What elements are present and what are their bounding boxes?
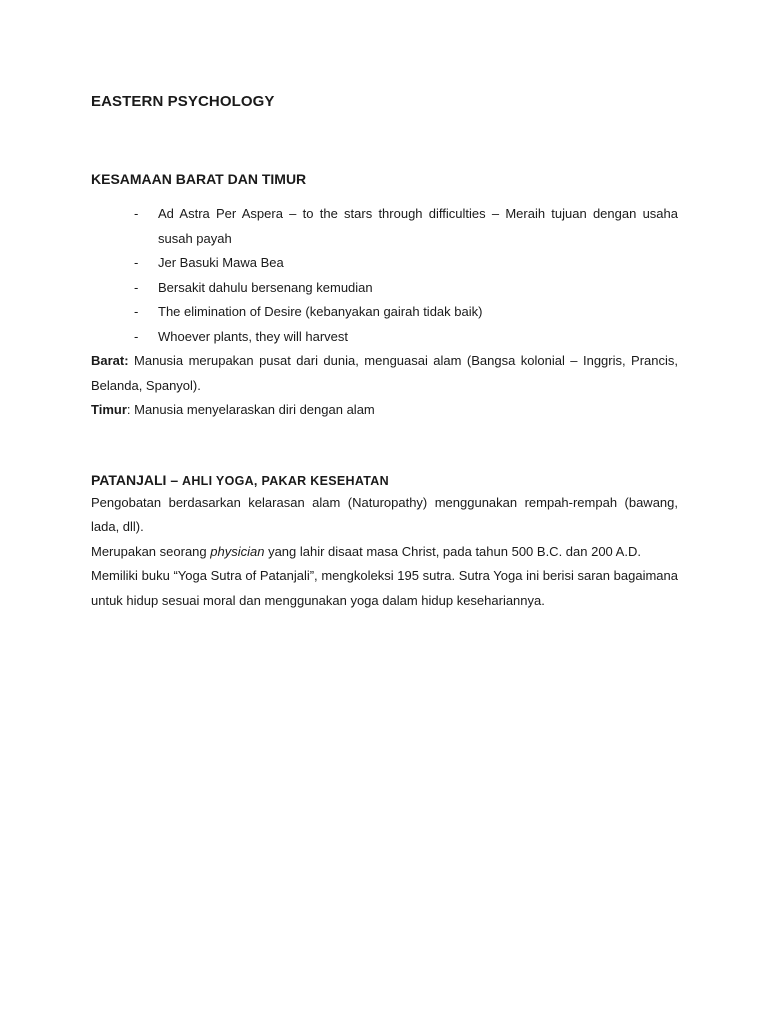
patanjali-heading-sub: AHLI YOGA, PAKAR KESEHATAN <box>182 473 389 488</box>
barat-text: Manusia merupakan pusat dari dunia, menguasai alam (Bangsa kolonial – Inggris, Prancis, Belanda, Spanyol). <box>91 353 678 393</box>
patanjali-heading-main: PATANJALI – <box>91 471 183 488</box>
list-dash: - <box>134 328 139 344</box>
barat-paragraph <box>91 349 678 398</box>
list-item <box>91 300 678 325</box>
list-item <box>91 251 678 276</box>
document-title: EASTERN PSYCHOLOGY <box>91 93 275 110</box>
timur-text: : Manusia menyelaraskan diri dengan alam <box>126 402 375 417</box>
list-item-text: Ad Astra Per Aspera – to the stars through difficulties – Meraih tujuan dengan usaha susah payah <box>158 206 678 246</box>
list-item-text: Jer Basuki Mawa Bea <box>158 255 284 270</box>
yoga-sutra-paragraph: Memiliki buku “Yoga Sutra of Patanjali”, mengkoleksi 195 sutra. Sutra Yoga ini berisi saran bagaimana untuk hidup sesuai moral dan menggunakan yoga dalam hidup kesehariannya. <box>91 568 678 608</box>
list-item <box>91 325 678 350</box>
list-dash: - <box>134 279 139 295</box>
list-dash: - <box>134 304 139 319</box>
list-item-text: The elimination of Desire (kebanyakan gairah tidak baik) <box>158 304 483 319</box>
physician-italic: physician <box>210 543 265 559</box>
pengobatan-paragraph: Pengobatan berdasarkan kelarasan alam (Naturopathy) menggunakan rempah-rempah (bawang, lada, dll). <box>91 494 678 534</box>
timur-label: Timur <box>91 402 127 417</box>
barat-label: Barat: <box>91 353 129 368</box>
list-item-text: Whoever plants, they will harvest <box>158 328 349 344</box>
section-heading-kesamaan: KESAMAAN BARAT DAN TIMUR <box>91 171 307 187</box>
list-item <box>91 202 678 251</box>
physician-text-after: yang lahir disaat masa Christ, pada tahun 500 B.C. dan 200 A.D. <box>264 543 641 559</box>
physician-text-before: Merupakan seorang <box>91 543 211 559</box>
physician-paragraph <box>91 540 678 565</box>
list-item <box>91 276 678 301</box>
list-dash: - <box>134 255 139 270</box>
similarities-list <box>91 202 678 349</box>
list-dash: - <box>134 206 139 221</box>
section-heading-patanjali <box>91 470 678 491</box>
timur-paragraph <box>91 398 678 423</box>
list-item-text: Bersakit dahulu bersenang kemudian <box>158 279 373 295</box>
document-content <box>91 90 678 613</box>
